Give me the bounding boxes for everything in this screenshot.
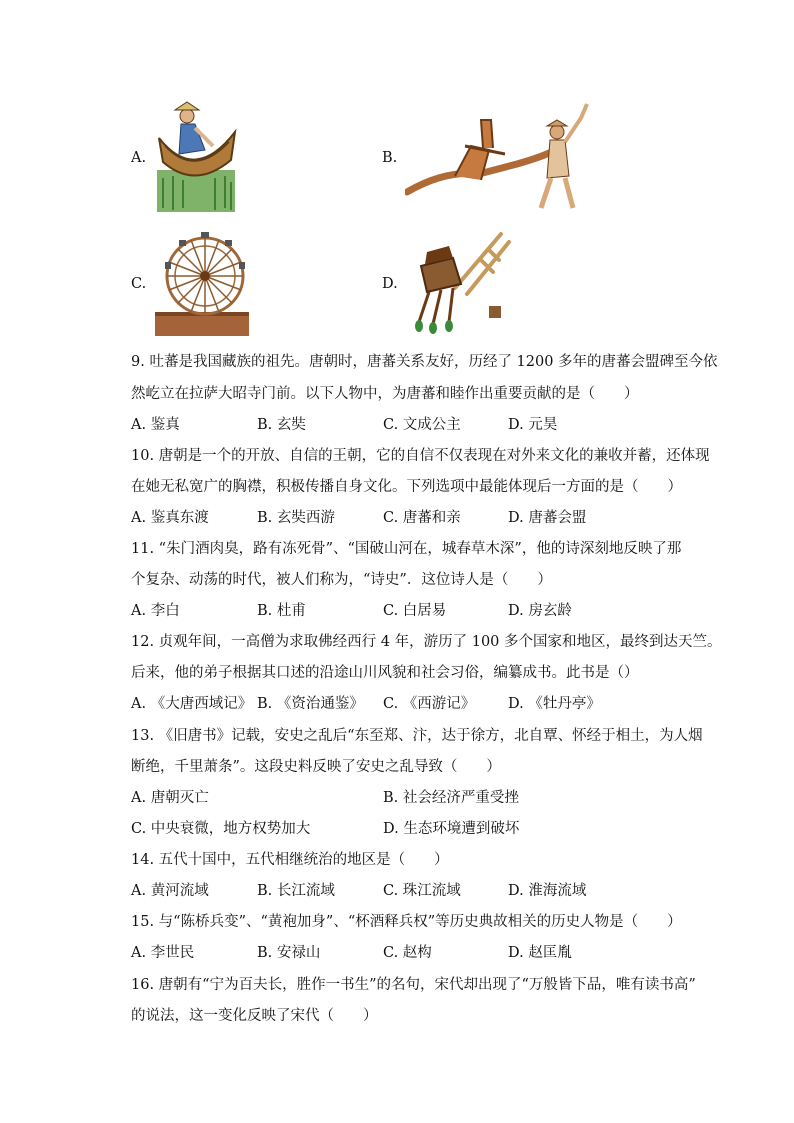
- q15-option-c: C. 赵构: [383, 945, 432, 961]
- q9-option-a: A. 鉴真: [131, 417, 180, 433]
- q15-option-d: D. 赵匡胤: [508, 945, 572, 961]
- seedling-boat-illustration: [155, 98, 237, 214]
- q16-text-line1: 16. 唐朝有“宁为百夫长，胜作一书生”的名句，宋代却出现了“万般皆下品，唯有读书高”: [131, 977, 696, 993]
- q13-option-c: C. 中央衰微，地方权势加大: [131, 821, 311, 837]
- q9-option-c: C. 文成公主: [383, 417, 461, 433]
- q13-option-a: A. 唐朝灭亡: [131, 790, 209, 806]
- water-wheel-illustration: [155, 228, 251, 338]
- q9-text-line2: 然屹立在拉萨大昭寺门前。以下人物中，为唐蕃和睦作出重要贡献的是（ ）: [131, 386, 639, 402]
- q9-option-b: B. 玄奘: [257, 417, 306, 433]
- q14-option-d: D. 淮海流域: [508, 883, 587, 899]
- q12-option-b: B. 《资治通鉴》: [257, 696, 364, 712]
- q10-option-b: B. 玄奘西游: [257, 510, 335, 526]
- q9-text-line1: 9. 吐蕃是我国藏族的祖先。唐朝时，唐蕃关系友好，历经了 1200 多年的唐蕃会盟碑至今依: [131, 354, 718, 370]
- q14-option-c: C. 珠江流域: [383, 883, 461, 899]
- q10-option-d: D. 唐蕃会盟: [508, 510, 587, 526]
- q11-text-line2: 个复杂、动荡的时代，被人们称为，“诗史”．这位诗人是（ ）: [131, 572, 552, 588]
- q12-option-d: D. 《牡丹亭》: [508, 696, 601, 712]
- q15-text-line1: 15. 与“陈桥兵变”、“黄袍加身”、“杯酒释兵权”等历史典故相关的历史人物是（ ）: [131, 914, 682, 930]
- q12-text-line2: 后来，他的弟子根据其口述的沿途山川风貌和社会习俗，编纂成书。此书是（）: [131, 665, 639, 681]
- option-c-label: C.: [131, 276, 147, 292]
- seed-drill-illustration: [405, 228, 515, 338]
- q11-text-line1: 11. “朱门酒肉臭，路有冻死骨”、“国破山河在，城春草木深”，他的诗深刻地反映了那: [131, 541, 682, 557]
- q14-option-a: A. 黄河流域: [131, 883, 209, 899]
- q13-text-line1: 13. 《旧唐书》记载，安史之乱后“东至郑、汴，达于徐方，北自覃、怀经于相土，为人烟: [131, 728, 703, 744]
- q14-option-b: B. 长江流域: [257, 883, 335, 899]
- q10-option-a: A. 鉴真东渡: [131, 510, 209, 526]
- q9-option-d: D. 元昊: [508, 417, 558, 433]
- option-d-label: D.: [382, 276, 398, 292]
- q14-text-line1: 14. 五代十国中，五代相继统治的地区是（ ）: [131, 852, 449, 868]
- q12-option-a: A. 《大唐西域记》: [131, 696, 253, 712]
- q13-text-line2: 断绝，千里萧条”。这段史料反映了安史之乱导致（ ）: [131, 759, 501, 775]
- q10-text-line2: 在她无私宽广的胸襟，积极传播自身文化。下列选项中最能体现后一方面的是（ ）: [131, 479, 682, 495]
- q15-option-b: B. 安禄山: [257, 945, 321, 961]
- q13-option-b: B. 社会经济严重受挫: [383, 790, 519, 806]
- option-a-label: A.: [131, 150, 147, 166]
- option-b-label: B.: [382, 150, 398, 166]
- q10-option-c: C. 唐蕃和亲: [383, 510, 461, 526]
- q12-option-c: C. 《西游记》: [383, 696, 476, 712]
- q10-text-line1: 10. 唐朝是一个的开放、自信的王朝，它的自信不仅表现在对外来文化的兼收并蓄，还体现: [131, 448, 710, 464]
- q11-option-d: D. 房玄龄: [508, 603, 572, 619]
- q11-option-b: B. 杜甫: [257, 603, 306, 619]
- q12-text-line1: 12. 贞观年间，一高僧为求取佛经西行 4 年，游历了 100 多个国家和地区，最终到达天竺。: [131, 634, 722, 650]
- q11-option-c: C. 白居易: [383, 603, 447, 619]
- curved-plough-illustration: [405, 100, 605, 212]
- q16-text-line2: 的说法，这一变化反映了宋代（ ）: [131, 1008, 378, 1024]
- q13-option-d: D. 生态环境遭到破坏: [383, 821, 520, 837]
- q11-option-a: A. 李白: [131, 603, 180, 619]
- q15-option-a: A. 李世民: [131, 945, 195, 961]
